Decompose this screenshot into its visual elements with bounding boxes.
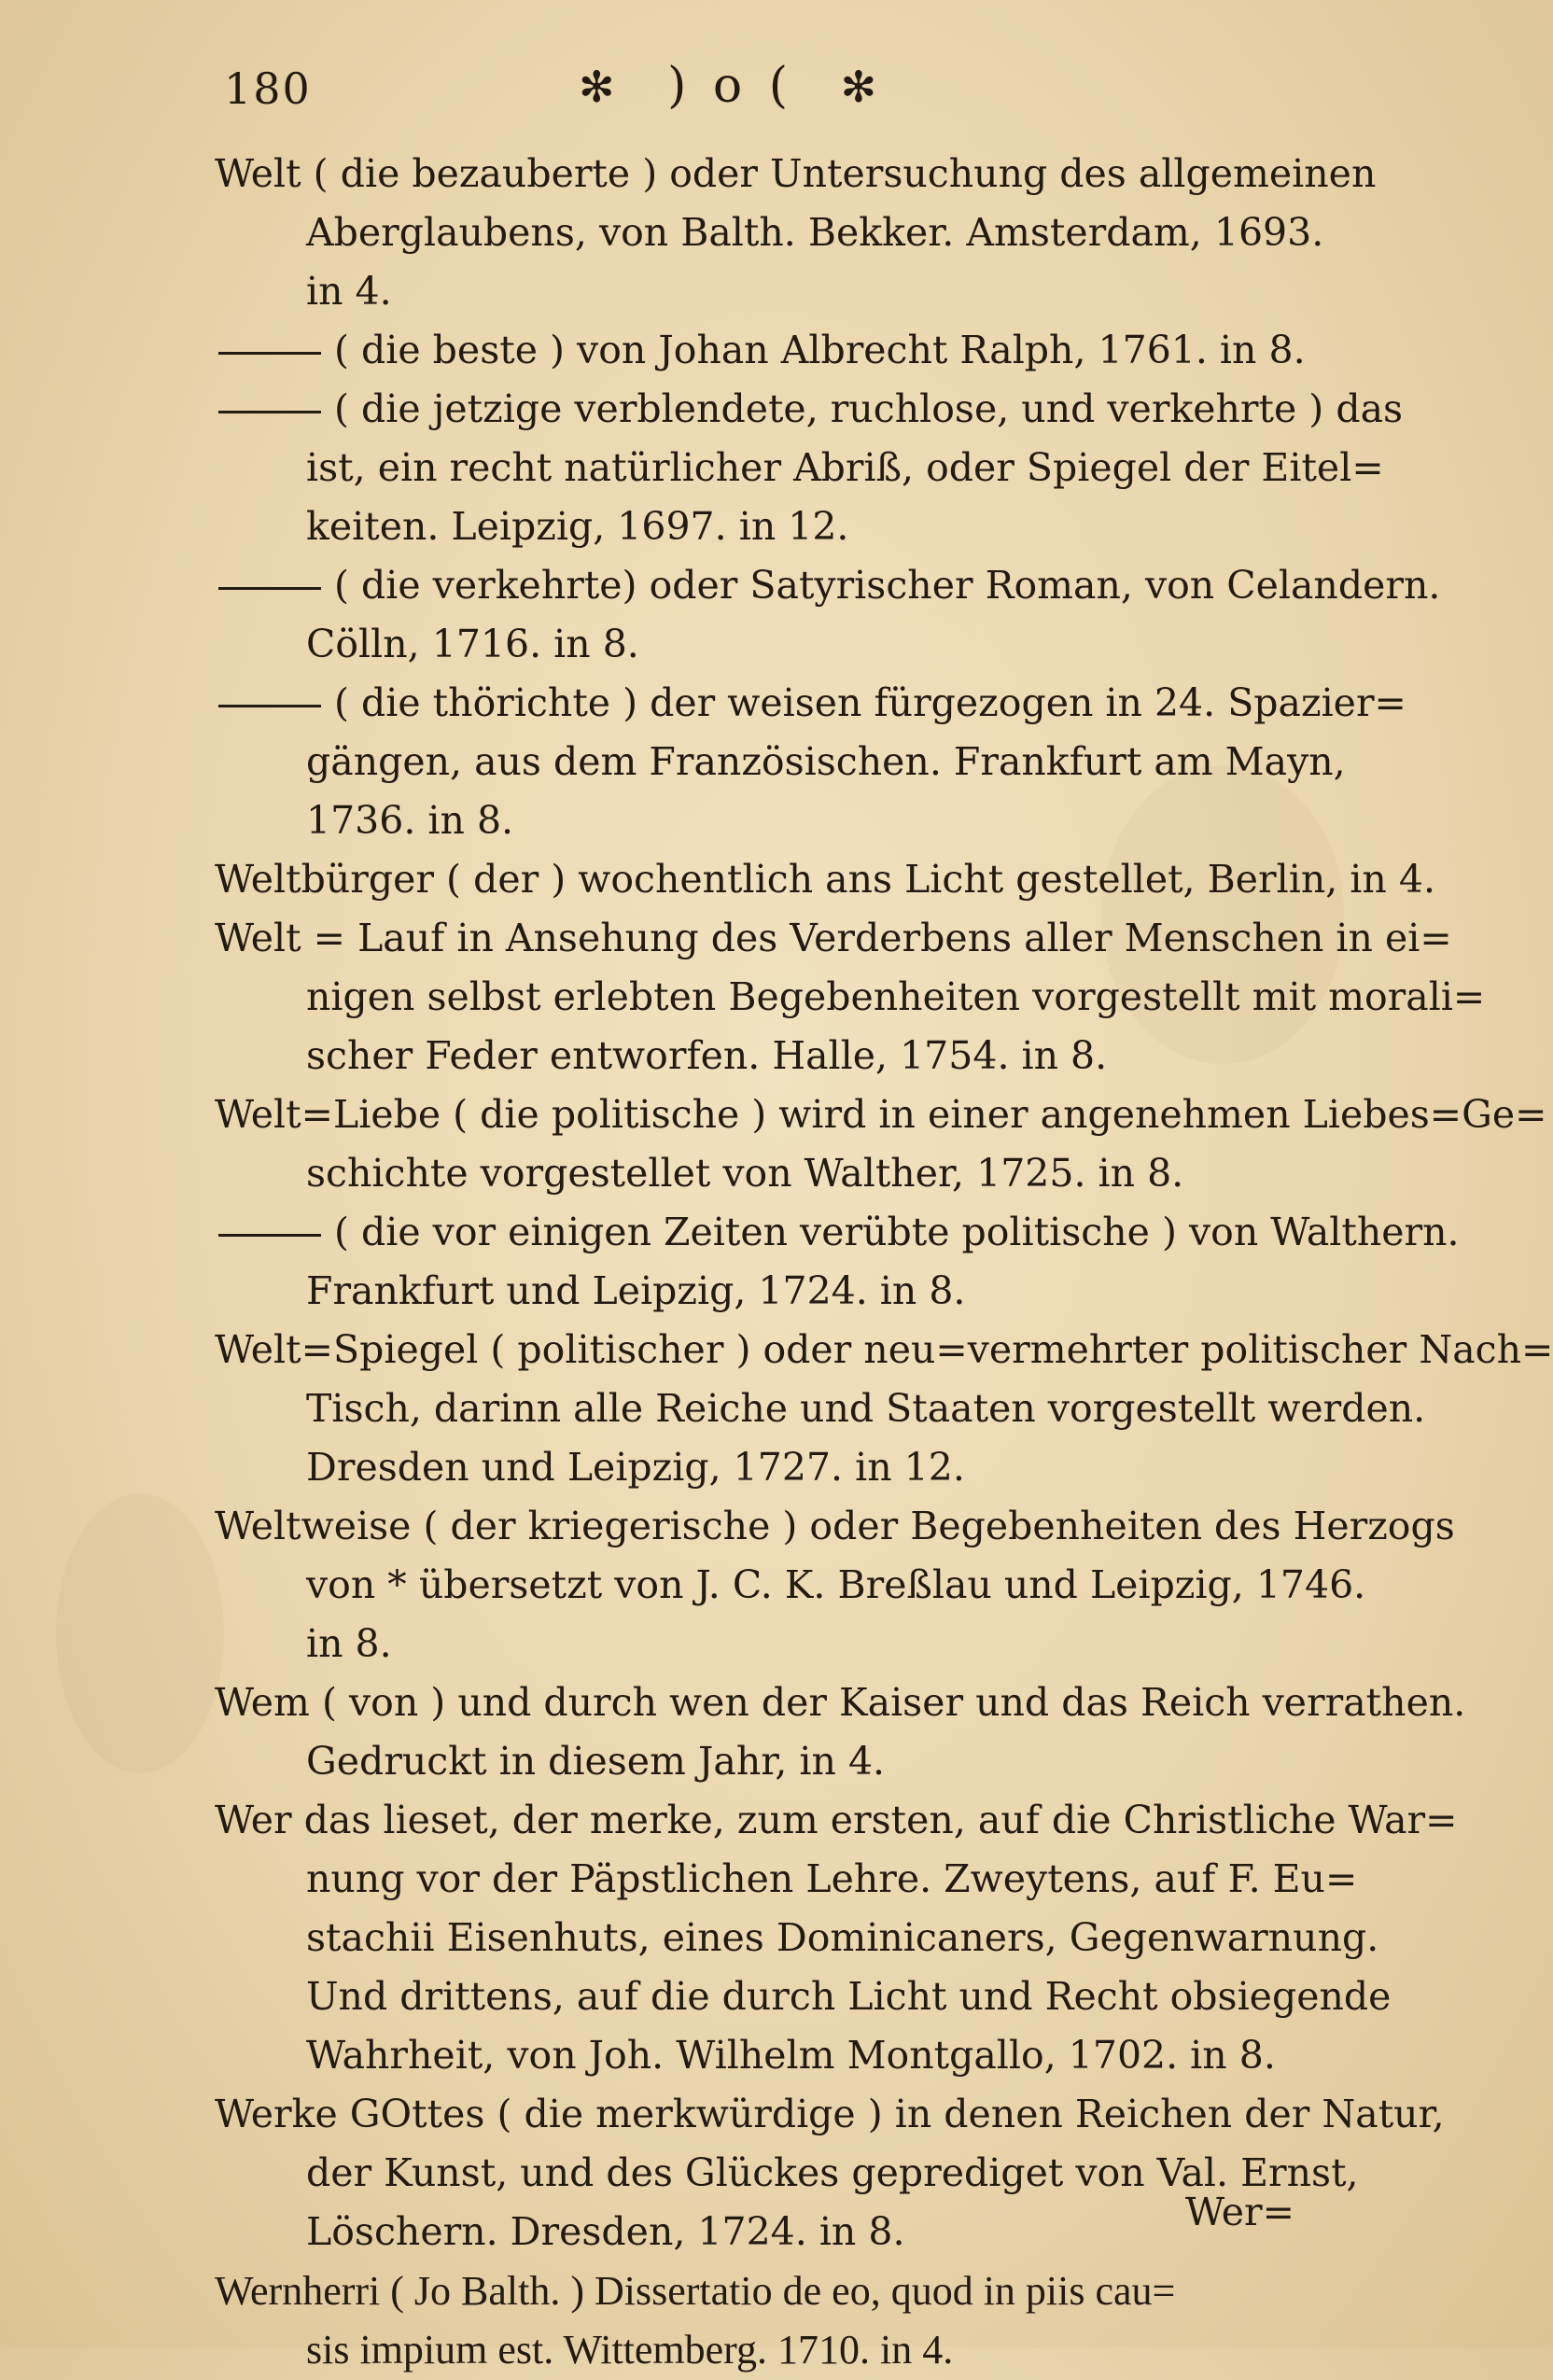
catalog-line [215,909,1452,968]
catalog-line [215,1085,1547,1144]
catalog-line-text: 1736. in 8. [306,798,514,843]
catalog-line-text: Welt=Spiegel ( politischer ) oder neu=vermehrter politischer Nach= [215,1327,1553,1372]
catalog-line [215,2320,1316,2379]
catalog-line [215,1438,1316,1497]
catalog-entries [215,145,1553,2379]
catchword: Wer= [1185,2190,1295,2234]
catalog-line-text: in 8. [306,1621,392,1666]
catalog-line [215,1262,1316,1321]
ditto-dash [218,352,321,355]
catalog-line-text: nigen selbst erlebten Begebenheiten vorgestellt mit morali= [306,974,1486,1019]
catalog-line-text: Frankfurt und Leipzig, 1724. in 8. [306,1268,966,1313]
catalog-line-text: sis impium est. Wittemberg. 1710. in 4. [306,2327,954,2373]
catalog-line-text: Cölln, 1716. in 8. [306,622,639,666]
catalog-line [215,2144,1359,2203]
catalog-line [215,1673,1466,1732]
catalog-line [215,791,1316,850]
catalog-line [215,733,1346,791]
catalog-line-text: Welt = Lauf in Ansehung des Verderbens aller Menschen in ei= [215,916,1452,960]
catalog-line-text: Wem ( von ) und durch wen der Kaiser und das Reich verrathen. [215,1680,1466,1725]
catalog-line [215,1967,1392,2026]
catalog-line-text: ( die jetzige verblendete, ruchlose, und verkehrte ) das [334,386,1404,431]
catalog-line-text: Aberglaubens, von Balth. Bekker. Amsterdam, 1693. [306,210,1324,255]
ornament-center: ) o ( [667,58,794,114]
catalog-line-text: ist, ein recht natürlicher Abriß, oder Spiegel der Eitel= [306,445,1384,490]
catalog-line [215,1909,1379,1967]
catalog-line-text: scher Feder entworfen. Halle, 1754. in 8. [306,1033,1108,1078]
catalog-line [215,1144,1316,1203]
catalog-line [215,1379,1426,1438]
catalog-line-text: stachii Eisenhuts, eines Dominicaners, Gegenwarnung. [306,1915,1379,1960]
catalog-line [215,1321,1553,1379]
ditto-dash [218,587,321,590]
catalog-line-text: schichte vorgestellet von Walther, 1725. in 8. [306,1151,1184,1196]
catalog-line-text: Welt=Liebe ( die politische ) wird in einer angenehmen Liebes=Ge= [215,1092,1547,1137]
catalog-line [215,439,1384,497]
catalog-line-text: der Kunst, und des Glückes geprediget von Val. Ernst, [306,2150,1359,2195]
catalog-line [215,1732,1316,1791]
catalog-line [215,2203,1316,2261]
ditto-dash [218,411,321,413]
catalog-line [215,850,1435,909]
catalog-line [215,556,1441,615]
catalog-line-text: Weltweise ( der kriegerische ) oder Begebenheiten des Herzogs [215,1504,1455,1548]
catalog-line [215,380,1404,439]
catalog-line [215,1615,1316,1673]
catalog-line [215,1497,1455,1556]
catalog-line-text: Gedruckt in diesem Jahr, in 4. [306,1739,886,1784]
catalog-line-text: Wernherri ( Jo Balth. ) Dissertatio de eo, quod in piis cau= [215,2268,1176,2314]
catalog-line-text: keiten. Leipzig, 1697. in 12. [306,504,849,549]
catalog-line [215,1850,1358,1909]
catalog-line-text: Weltbürger ( der ) wochentlich ans Licht gestellet, Berlin, in 4. [215,857,1435,902]
ornament-star-icon: ✻ [840,62,883,112]
catalog-line [215,321,1316,380]
catalog-line [215,262,1316,321]
page-number: 180 [224,63,312,114]
catalog-line [215,2026,1316,2085]
catalog-line-text: Löschern. Dresden, 1724. in 8. [306,2209,905,2254]
header-ornament [579,58,882,114]
catalog-line-text: in 4. [306,269,392,314]
catalog-line [215,1791,1458,1850]
catalog-line [215,1203,1460,1262]
ditto-dash [218,705,321,707]
catalog-line-text: Tisch, darinn alle Reiche und Staaten vorgestellt werden. [306,1386,1426,1431]
paper-stain [56,1493,224,1773]
catalog-line-text: Werke GOttes ( die merkwürdige ) in denen Reichen der Natur, [215,2092,1445,2136]
catalog-line-text: Und drittens, auf die durch Licht und Recht obsiegende [306,1974,1392,2019]
catalog-line [215,1027,1316,1085]
ditto-dash [218,1234,321,1237]
catalog-line [215,203,1324,262]
catalog-line [215,968,1486,1027]
catalog-line [215,1556,1366,1615]
catalog-line-text: ( die verkehrte) oder Satyrischer Roman, von Celandern. [334,563,1441,608]
catalog-line [215,615,1316,674]
catalog-line [215,2085,1445,2144]
catalog-line [215,2261,1316,2320]
catalog-line [215,497,1316,556]
catalog-line [215,674,1406,733]
catalog-line-text: ( die beste ) von Johan Albrecht Ralph, 1761. in 8. [334,328,1306,372]
catalog-line-text: Wahrheit, von Joh. Wilhelm Montgallo, 1702. in 8. [306,2033,1276,2078]
catalog-line [215,145,1377,203]
page-header [0,58,1420,123]
catalog-line-text: gängen, aus dem Französischen. Frankfurt am Mayn, [306,739,1346,784]
catalog-line-text: von * übersetzt von J. C. K. Breßlau und Leipzig, 1746. [306,1562,1366,1607]
catalog-line-text: ( die vor einigen Zeiten verübte politische ) von Walthern. [334,1210,1460,1254]
catalog-line-text: Welt ( die bezauberte ) oder Untersuchung des allgemeinen [215,151,1377,196]
catalog-line-text: Wer das lieset, der merke, zum ersten, auf die Christliche War= [215,1798,1458,1842]
catalog-line-text: Dresden und Leipzig, 1727. in 12. [306,1445,965,1490]
ornament-star-icon: ✻ [579,62,621,112]
catalog-line-text: ( die thörichte ) der weisen fürgezogen in 24. Spazier= [334,680,1406,725]
catalog-line-text: nung vor der Päpstlichen Lehre. Zweytens, auf F. Eu= [306,1856,1358,1901]
